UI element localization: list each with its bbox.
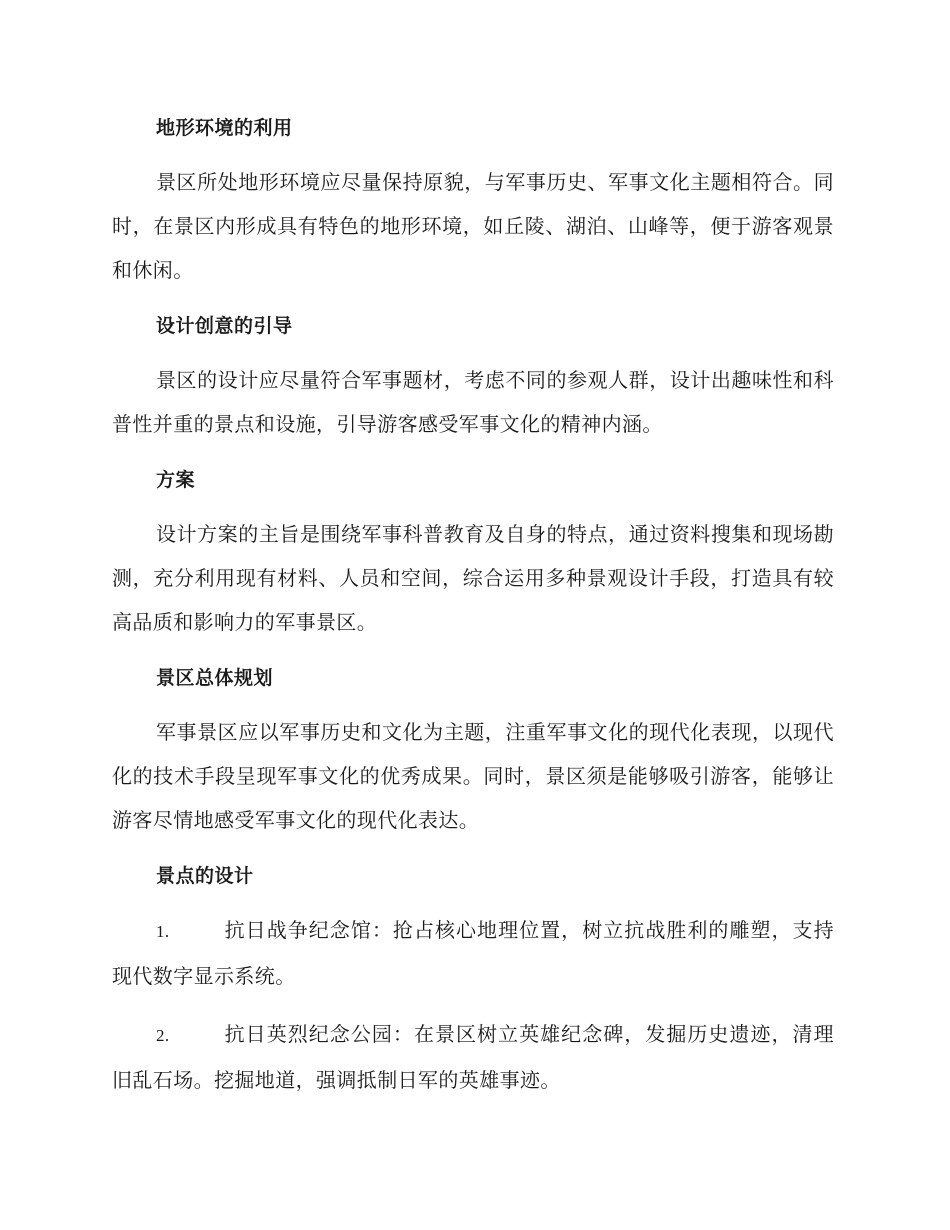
- document-page: [112, 108, 834, 1116]
- section-heading: 方案: [156, 469, 196, 491]
- section-heading: 景点的设计: [156, 865, 254, 887]
- list-item-text: 抗日英烈纪念公园：在景区树立英雄纪念碑，发掘历史遗迹，清理旧乱石场。挖掘地道，强调抵制日军的英雄事迹。: [112, 1022, 834, 1092]
- list-item-number: 2.: [156, 1026, 170, 1045]
- section-paragraph: 景区所处地形环境应尽量保持原貌，与军事历史、军事文化主题相符合。同时，在景区内形成具有特色的地形环境，如丘陵、湖泊、山峰等，便于游客观景和休闲。: [112, 170, 834, 282]
- list-item: [112, 1012, 834, 1102]
- section-paragraph: 景区的设计应尽量符合军事题材，考虑不同的参观人群，设计出趣味性和科普性并重的景点和设施，引导游客感受军事文化的精神内涵。: [112, 368, 834, 436]
- list-item: [112, 908, 834, 998]
- section-paragraph: 军事景区应以军事历史和文化为主题，注重军事文化的现代化表现，以现代化的技术手段呈现军事文化的优秀成果。同时，景区须是能够吸引游客，能够让游客尽情地感受军事文化的现代化表达。: [112, 720, 834, 832]
- section-heading: 设计创意的引导: [156, 315, 293, 337]
- section-heading: 地形环境的利用: [156, 117, 293, 139]
- list-item-text: 抗日战争纪念馆：抢占核心地理位置，树立抗战胜利的雕塑，支持现代数字显示系统。: [112, 918, 834, 988]
- section-paragraph: 设计方案的主旨是围绕军事科普教育及自身的特点，通过资料搜集和现场勘测，充分利用现有材料、人员和空间，综合运用多种景观设计手段，打造具有较高品质和影响力的军事景区。: [112, 522, 834, 634]
- list-item-number: 1.: [156, 922, 170, 941]
- section-heading: 景区总体规划: [156, 667, 274, 689]
